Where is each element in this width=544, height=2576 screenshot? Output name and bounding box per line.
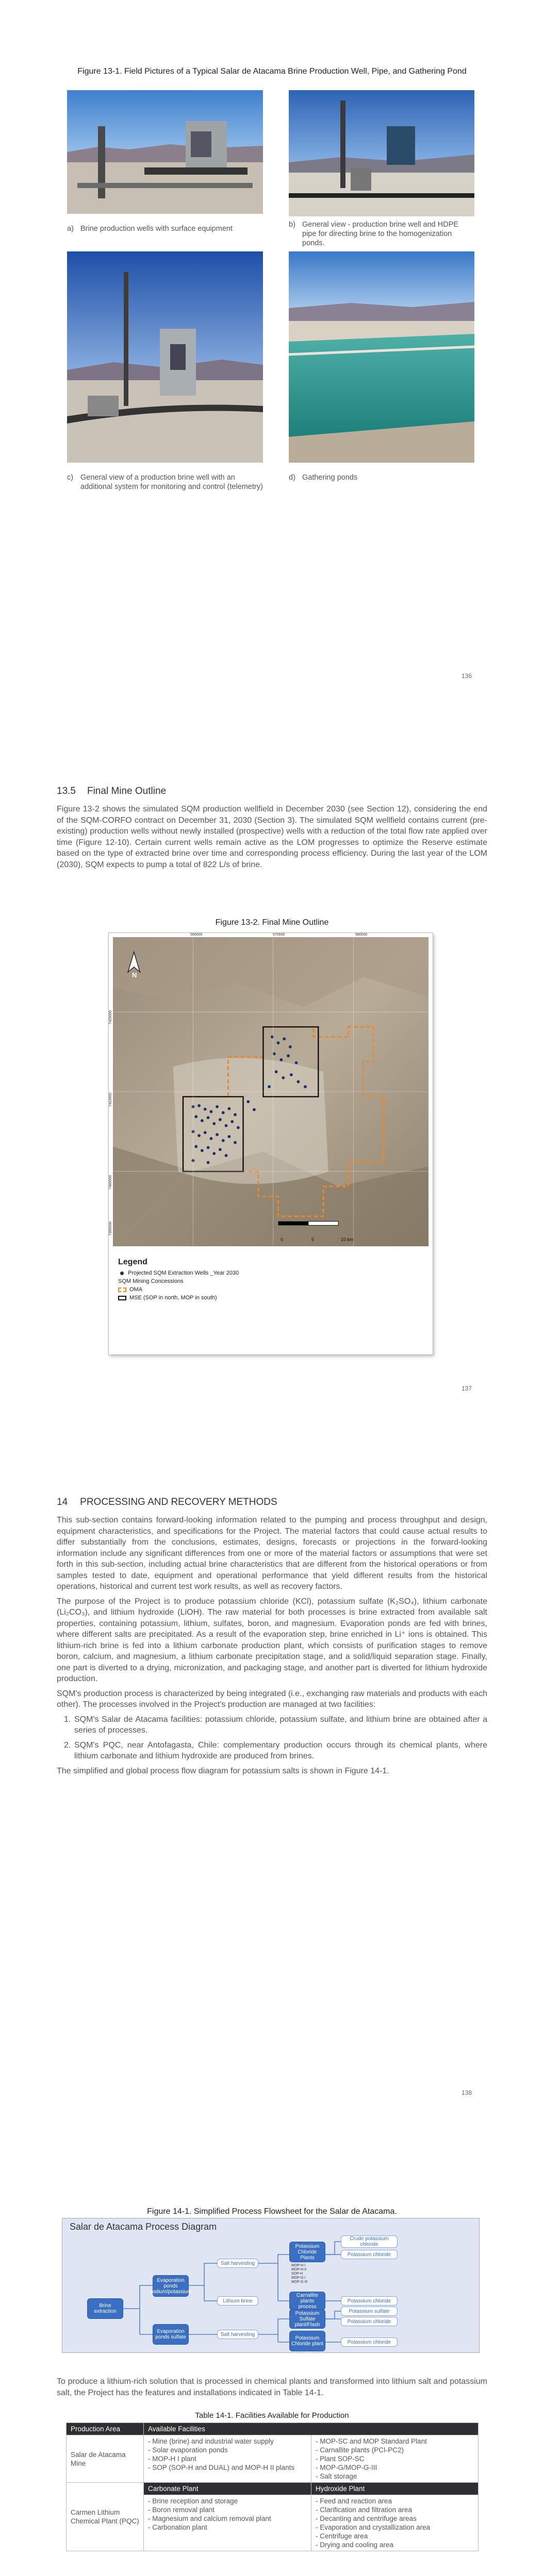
- figure-13-2-title: Figure 13-2. Final Mine Outline: [215, 918, 329, 927]
- section-14-body: [57, 1515, 487, 1780]
- table-row: Salar de Atacama Mine - Mine (brine) and industrial water supply - Solar evaporation ponds - MOP-H I plant - SOP (SOP-H and DUAL) and MOP-H II plants - MOP-SC and MOP Standard Plant - Carnallite plants (PCI-PC2) - Plant SOP-SC - MOP-G/MOP-G-III - Salt storage: [67, 2435, 479, 2483]
- box-out-kcl-1: Potassium chloride: [341, 2250, 398, 2259]
- box-evap-ponds-sulfate: Evaporation ponds sulfate: [153, 2324, 189, 2345]
- table-14-1-title: Table 14-1. Facilities Available for Production: [195, 2411, 349, 2420]
- section-13-5-paragraph: Figure 13-2 shows the simulated SQM production wellfield in December 2030 (see Section 12), considering the end of the SQM-CORFO contract on December 31, 2030 (Section 3). The simulated SQM wellfield contains current (pre-existing) production wells without newly installed (prospective) wells with a reduction of the total flow rate applied over time (Figure 12-10). Certain current wells remain active as the LOM progresses to optimize the Reserve estimate based on the type of extracted brine over time and corresponding process efficiency. During the last year of the LOM (2030), SQM expects to pump a total of 822 L/s of brine.: [57, 805, 487, 869]
- table-header-facilities: Available Facilities: [144, 2423, 479, 2435]
- scale-10: 10 km: [341, 1237, 354, 1242]
- table-row: Carmen Lithium Chemical Plant (PQC) Carbonate Plant Hydroxide Plant: [67, 2483, 479, 2495]
- photo-brine-production-wells: [67, 90, 263, 214]
- legend-item-oma: OMA: [118, 1286, 324, 1293]
- scale-5: 5: [311, 1237, 315, 1242]
- coord-left-4: 7390000: [109, 1222, 112, 1236]
- section-14-paragraph-3: SQM's production process is characterized by being integrated (i.e., exchanging raw materials and products with each other). The processes involved in the Project's production are managed at two facilities:: [57, 1689, 487, 1709]
- figure-13-1-title: Figure 13-1. Field Pictures of a Typical Salar de Atacama Brine Production Well, Pipe, and Gathering Pond: [77, 67, 467, 76]
- table-row: - Brine reception and storage - Boron removal plant - Magnesium and calcium removal plant - Carbonation plant - Feed and reaction area - Clarification and filtration area - Decanting and centrifuge areas - Evaporation and crystallization area - Centrifuge area - Drying and cooling area: [67, 2495, 479, 2551]
- box-out-kcl-2: Potassium chloride: [341, 2296, 398, 2306]
- coord-left-3: 7400000: [109, 1175, 112, 1190]
- box-kcl-plants: Potassium Chloride Plants: [289, 2242, 325, 2262]
- section-14-paragraph-1: This sub-section contains forward-looking information related to the pumping and process throughput and design, equipment characteristics, and specifications for the Project. The material factors that could cause actual results to differ substantially from the conclusions, estimates, designs, forecasts or projections in the forward-looking information include any significant differences from one or more of the material factors or assumptions that were set forth in this sub-section, including actual brine characteristics that are different from the historical operations or from samples tested to date, equipment and operational performance that yield different results from the historical operations, historical and current test work results, as well as recovery factors.: [57, 1516, 487, 1591]
- section-14-heading: 14 PROCESSING AND RECOVERY METHODS: [57, 1497, 277, 1507]
- facilities-table: [66, 2422, 479, 2551]
- box-evap-ponds-sodium-potassium: Evaporation ponds sodium/potassium: [153, 2275, 189, 2297]
- photo-gathering-ponds: [289, 251, 474, 463]
- section-13-5-heading: 13.5 Final Mine Outline: [57, 786, 167, 796]
- box-lithium-brine: Lithium brine: [217, 2296, 258, 2306]
- legend-item-wells: Projected SQM Extraction Wells _Year 2030: [118, 1270, 324, 1276]
- box-out-k-sulfate: Potassium sulfate: [341, 2307, 398, 2316]
- caption-c: c) General view of a production brine well with an additional system for monitoring and control (telemetry): [67, 473, 263, 491]
- box-carnallite-plants: Carnallite plants process: [289, 2292, 325, 2310]
- box-k-sulfate-plant: Potassium Sulfate plant/Flash: [289, 2309, 325, 2329]
- page-number: 138: [461, 2089, 472, 2096]
- caption-b: b) General view - production brine well and HDPE pipe for directing brine to the homogenization ponds.: [289, 221, 459, 247]
- final-mine-outline-map: [108, 933, 433, 1355]
- facility-list-item: 1. SQM's Salar de Atacama facilities: potassium chloride, potassium sulfate, and lithium brine are obtained after a series of processes.: [64, 1715, 487, 1735]
- coord-top-3: 580000: [355, 933, 368, 937]
- box-kcl-plant-2: Potassium Chloride plant: [289, 2331, 325, 2351]
- north-label: N: [132, 971, 137, 979]
- page-number: 137: [461, 1385, 472, 1392]
- legend-title: Legend: [118, 1258, 147, 1266]
- box-salt-harvesting-1: Salt harvesting: [217, 2259, 258, 2268]
- coord-top-1: 560000: [190, 933, 203, 937]
- section-14-after-list: The simplified and global process flow diagram for potassium salts is shown in Figure 14-1.: [57, 1766, 389, 1775]
- box-brine-extraction: Brine extraction: [87, 2298, 123, 2319]
- table-header-area: Production Area: [67, 2423, 144, 2435]
- diagram-title: Salar de Atacama Process Diagram: [70, 2222, 217, 2232]
- facility-list-item: 2. SQM's PQC, near Antofagasta, Chile: complementary production occurs through its chemical plants, where lithium carbonate and lithium hydroxide are produced from brines.: [64, 1740, 487, 1760]
- coord-left-2: 7410000: [109, 1093, 112, 1107]
- plant-small-labels: MOP-H I MOP-H II SOP-H MOP-G I MOP-G III: [291, 2264, 308, 2284]
- section-14-paragraph-2: The purpose of the Project is to produce potassium chloride (KCl), potassium sulfate (K₂SO₄), lithium carbonate (Li₂CO₃), and lithium hydroxide (LiOH). The raw material for both processes is brine extracted from available salt properties, containing potassium, lithium, sulfates, boron, and magnesium. Evaporation ponds are fed with brines, where different salts are precipitated. As a result of the evaporation step, brine enriched in Li⁺ ions is obtained. This lithium-rich brine is fed into a lithium carbonate production plant, which consists of purification stages to remove boron, calcium, and magnesium, a lithium carbonate precipitation stage, and a solid/liquid separation stage. Finally, one part is diverted to a drying, micronization, and packaging stage, and another part is diverted for lithium hydroxide production.: [57, 1597, 487, 1683]
- legend-item-mse: MSE (SOP in north, MOP in south): [118, 1295, 324, 1301]
- box-out-crude-kcl: Crude potassium chloride: [341, 2235, 398, 2248]
- box-out-kcl-4: Potassium chloride: [341, 2337, 398, 2347]
- page-number: 136: [461, 672, 472, 680]
- scale-0: 0: [281, 1237, 284, 1242]
- caption-d: d) Gathering ponds: [289, 473, 358, 482]
- box-out-kcl-3: Potassium chloride: [341, 2317, 398, 2326]
- box-salt-harvesting-2: Salt harvesting: [217, 2330, 258, 2339]
- caption-a: a) Brine production wells with surface equipment: [67, 225, 233, 233]
- figure-14-1-title: Figure 14-1. Simplified Process Flowsheet for the Salar de Atacama.: [147, 2207, 397, 2216]
- legend-item-concessions: SQM Mining Concessions: [118, 1278, 184, 1284]
- lithium-intro-paragraph: To produce a lithium-rich solution that is processed in chemical plants and transformed into lithium salt and potassium salt, the Project has the features and installations indicated in Table 14-1.: [57, 2377, 487, 2397]
- coord-top-2: 570000: [273, 933, 285, 937]
- process-flow-diagram: [62, 2218, 480, 2353]
- map-legend: [118, 1258, 324, 1301]
- photo-production-well-telemetry: [67, 251, 263, 463]
- subheader-hydroxide: Hydroxide Plant: [311, 2483, 479, 2495]
- subheader-carbonate: Carbonate Plant: [144, 2483, 311, 2495]
- coord-left-1: 7420000: [109, 1010, 112, 1025]
- photo-production-well-hdpe-pipe: [289, 90, 474, 216]
